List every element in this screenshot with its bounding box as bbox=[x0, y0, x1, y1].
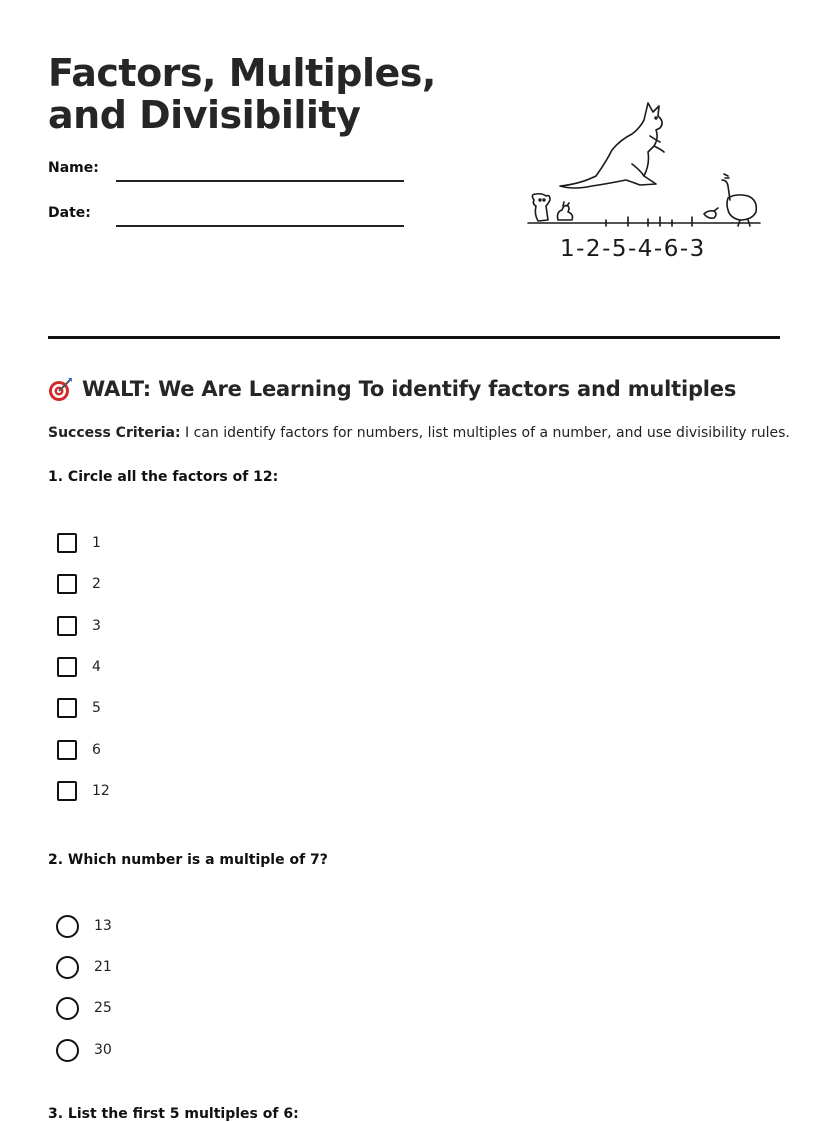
checkbox[interactable] bbox=[57, 616, 77, 636]
checkbox[interactable] bbox=[57, 698, 77, 718]
q1-option[interactable] bbox=[57, 571, 101, 597]
name-label: Name: bbox=[48, 160, 99, 176]
option-label: 4 bbox=[92, 659, 101, 675]
checkbox[interactable] bbox=[57, 533, 77, 553]
worksheet-title: Factors, Multiples, and Divisibility bbox=[48, 51, 436, 137]
radio-button[interactable] bbox=[56, 1039, 79, 1062]
q2-option[interactable] bbox=[57, 1037, 112, 1063]
q2-option[interactable] bbox=[57, 995, 112, 1021]
option-label: 25 bbox=[94, 1000, 112, 1016]
q1-option[interactable] bbox=[57, 695, 101, 721]
checkbox[interactable] bbox=[57, 740, 77, 760]
option-label: 2 bbox=[92, 576, 101, 592]
question-3-prompt: 3. List the first 5 multiples of 6: bbox=[48, 1106, 299, 1122]
target-icon bbox=[48, 376, 74, 402]
date-label: Date: bbox=[48, 205, 91, 221]
section-divider bbox=[48, 336, 780, 339]
date-field-line[interactable] bbox=[116, 225, 404, 227]
checkbox[interactable] bbox=[57, 781, 77, 801]
option-label: 1 bbox=[92, 535, 101, 551]
walt-text: WALT: We Are Learning To identify factors and multiples bbox=[82, 377, 737, 401]
name-field-line[interactable] bbox=[116, 180, 404, 182]
number-line-label: 1-2-5-4-6-3 bbox=[560, 236, 706, 262]
q1-option[interactable] bbox=[57, 778, 110, 804]
success-criteria-label: Success Criteria: bbox=[48, 425, 181, 441]
success-criteria bbox=[48, 425, 788, 441]
checkbox[interactable] bbox=[57, 657, 77, 677]
option-label: 30 bbox=[94, 1042, 112, 1058]
option-label: 6 bbox=[92, 742, 101, 758]
kangaroo-number-line-illustration bbox=[520, 96, 770, 271]
success-criteria-text: I can identify factors for numbers, list multiples of a number, and use divisibility rules. bbox=[180, 425, 790, 441]
question-2-prompt: 2. Which number is a multiple of 7? bbox=[48, 852, 328, 868]
radio-button[interactable] bbox=[56, 915, 79, 938]
option-label: 12 bbox=[92, 783, 110, 799]
radio-button[interactable] bbox=[56, 997, 79, 1020]
checkbox[interactable] bbox=[57, 574, 77, 594]
walt-heading bbox=[48, 374, 736, 404]
q1-option[interactable] bbox=[57, 654, 101, 680]
option-label: 3 bbox=[92, 618, 101, 634]
option-label: 13 bbox=[94, 918, 112, 934]
question-1-prompt: 1. Circle all the factors of 12: bbox=[48, 469, 279, 485]
q1-option[interactable] bbox=[57, 530, 101, 556]
q2-option[interactable] bbox=[57, 954, 112, 980]
option-label: 5 bbox=[92, 700, 101, 716]
q1-option[interactable] bbox=[57, 613, 101, 639]
q2-option[interactable] bbox=[57, 913, 112, 939]
q1-option[interactable] bbox=[57, 737, 101, 763]
radio-button[interactable] bbox=[56, 956, 79, 979]
option-label: 21 bbox=[94, 959, 112, 975]
